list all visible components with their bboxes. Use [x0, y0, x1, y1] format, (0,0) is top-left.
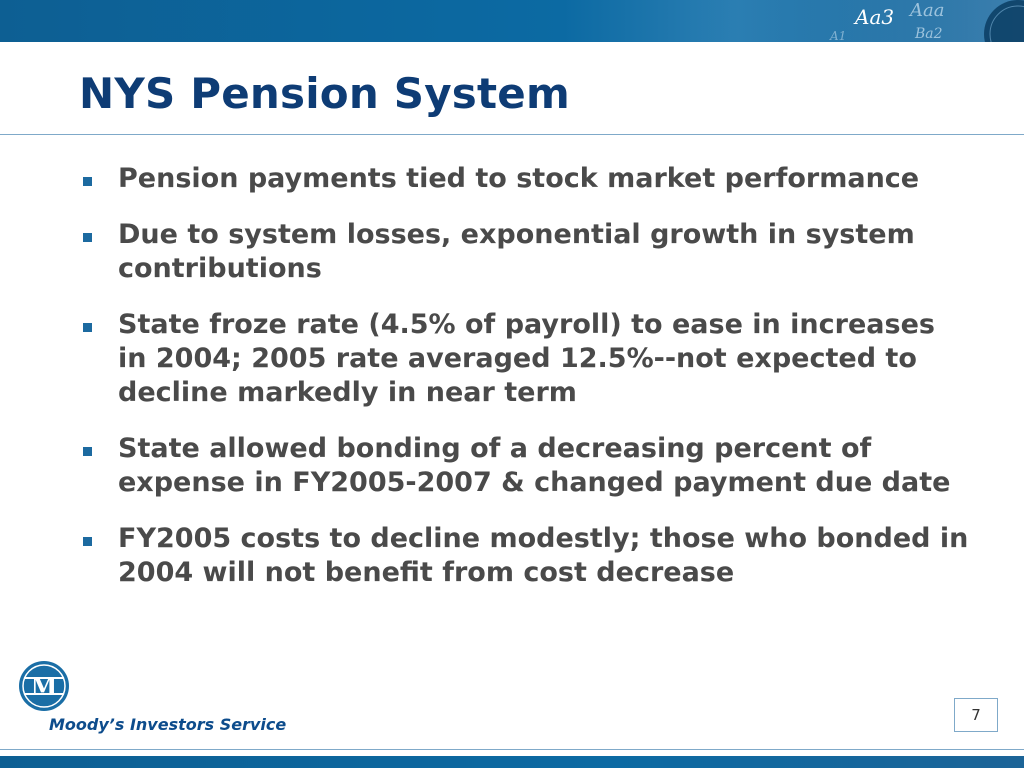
bullet-text: State allowed bonding of a decreasing percent of expense in FY2005-2007 & changed payment due date	[118, 433, 951, 498]
rating-watermark	[700, 0, 1024, 42]
rating-glyph: A1	[830, 29, 847, 42]
title-divider	[0, 134, 1024, 135]
bullet-text: State froze rate (4.5% of payroll) to ease in increases in 2004; 2005 rate averaged 12.5%--not expected to decline markedly in near term	[118, 309, 935, 408]
header-band	[0, 0, 1024, 42]
bullet-text: FY2005 costs to decline modestly; those who bonded in 2004 will not benefit from cost decrease	[118, 523, 969, 588]
square-bullet-icon	[83, 177, 92, 186]
bullet-item	[80, 162, 970, 196]
moodys-logo-icon	[18, 660, 70, 712]
bullet-item	[80, 308, 970, 410]
square-bullet-icon	[83, 323, 92, 332]
bullet-text: Pension payments tied to stock market performance	[118, 163, 920, 194]
slide-title: NYS Pension System	[79, 69, 570, 118]
bullet-text: Due to system losses, exponential growth in system contributions	[118, 219, 915, 284]
square-bullet-icon	[83, 537, 92, 546]
bullet-item	[80, 432, 970, 500]
company-name: Moody’s Investors Service	[49, 715, 287, 734]
rating-glyph: Aa3	[855, 5, 895, 29]
bullet-list	[80, 162, 970, 612]
logo-letter: M	[30, 672, 58, 701]
rating-glyph: Aaa	[910, 0, 945, 21]
footer-band	[0, 756, 1024, 768]
bullet-item	[80, 522, 970, 590]
rating-glyph: Ba2	[915, 26, 943, 42]
square-bullet-icon	[83, 447, 92, 456]
page-number: 7	[954, 698, 998, 732]
bullet-item	[80, 218, 970, 286]
footer-divider	[0, 749, 1024, 750]
square-bullet-icon	[83, 233, 92, 242]
